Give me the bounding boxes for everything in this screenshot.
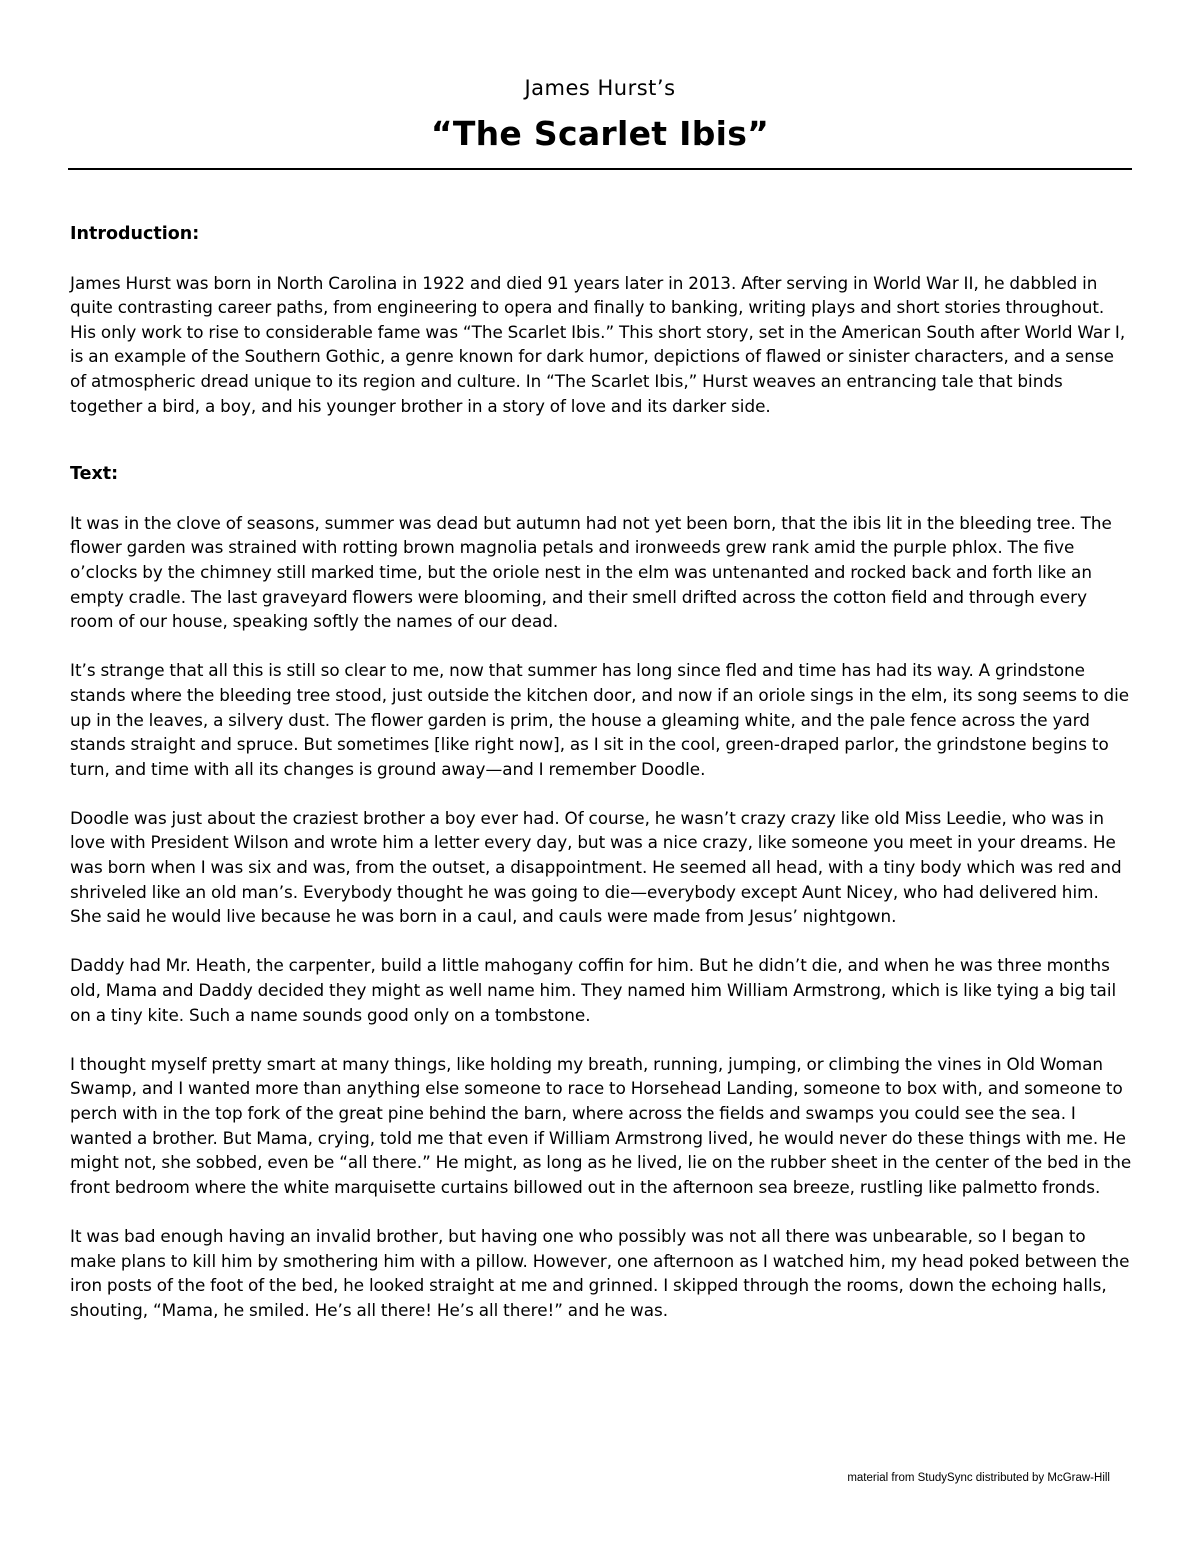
- introduction-section: [70, 222, 1132, 418]
- story-title: “The Scarlet Ibis”: [430, 114, 770, 153]
- text-paragraph-4: Daddy had Mr. Heath, the carpenter, build a little mahogany coffin for him. But he didn’t die, and when he was three months old, Mama and Daddy decided they might as well name him. They named him William Armstrong, which is like tying a big tail on a tiny kite. Such a name sounds good only on a tombstone.: [70, 955, 1117, 1025]
- source-credit: material from StudySync distributed by McGraw-Hill: [847, 1472, 1110, 1484]
- introduction-heading: Introduction:: [70, 224, 200, 244]
- text-section: [70, 462, 1132, 1322]
- text-heading: Text:: [70, 464, 119, 485]
- main-content: [70, 222, 1132, 1347]
- text-paragraph-6: It was bad enough having an invalid brother, but having one who possibly was not all there was unbearable, so I began to make plans to kill him by smothering him with a pillow. However, one afternoon as I watched him, my head poked between the iron posts of the foot of the bed, he looked straight at me and grinned. I skipped through the rooms, down the echoing halls, shouting, “Mama, he smiled. He’s all there! He’s all there!” and he was.: [70, 1225, 1130, 1320]
- text-paragraph-1: It was in the clove of seasons, summer was dead but autumn had not yet been born, that the ibis lit in the bleeding tree. The flower garden was strained with rotting brown magnolia petals and ironweeds grew rank amid the purple phlox. The five o’clocks by the chimney still marked time, but the oriole nest in the elm was untenanted and rocked back and forth like an empty cradle. The last graveyard flowers were blooming, and their smell drifted across the cotton field and through every room of our house, speaking softly the names of our dead.: [70, 512, 1112, 632]
- text-paragraph-3: Doodle was just about the craziest brother a boy ever had. Of course, he wasn’t crazy crazy like old Miss Leedie, who was in love with President Wilson and wrote him a letter every day, but was a nice crazy, like someone you meet in your dreams. He was born when I was six and was, from the outset, a disappointment. He seemed all head, with a tiny body which was red and shriveled like an old man’s. Everybody thought he was going to die—everybody except Aunt Nicey, who had delivered him. She said he would live because he was born in a caul, and cauls were made from Jesus’ nightgown.: [70, 807, 1122, 927]
- text-paragraph-5: I thought myself pretty smart at many things, like holding my breath, running, jumping, or climbing the vines in Old Woman Swamp, and I wanted more than anything else someone to race to Horsehead Landing, someone to box with, and someone to perch with in the top fork of the great pine behind the barn, where across the fields and swamps you could see the sea. I wanted a brother. But Mama, crying, told me that even if William Armstrong lived, he would never do these things with me. He might not, she sobbed, even be “all there.” He might, as long as he lived, lie on the rubber sheet in the center of the bed in the front bedroom where the white marquisette curtains billowed out in the afternoon sea breeze, rustling like palmetto fronds.: [70, 1053, 1132, 1197]
- author-line: James Hurst’s: [524, 76, 676, 100]
- introduction-paragraph: James Hurst was born in North Carolina in 1922 and died 91 years later in 2013. After serving in World War II, he dabbled in quite contrasting career paths, from engineering to opera and finally to banking, writing plays and short stories throughout. His only work to rise to considerable fame was “The Scarlet Ibis.” This short story, set in the American South after World War I, is an example of the Southern Gothic, a genre known for dark humor, depictions of flawed or sinister characters, and a sense of atmospheric dread unique to its region and culture. In “The Scarlet Ibis,” Hurst weaves an entrancing tale that binds together a bird, a boy, and his younger brother in a story of love and its darker side.: [70, 272, 1126, 416]
- title-divider: [68, 168, 1132, 170]
- text-paragraph-2: It’s strange that all this is still so clear to me, now that summer has long since fled and time has had its way. A grindstone stands where the bleeding tree stood, just outside the kitchen door, and now if an oriole sings in the elm, its song seems to die up in the leaves, a silvery dust. The flower garden is prim, the house a gleaming white, and the pale fence across the yard stands straight and spruce. But sometimes [like right now], as I sit in the cool, green-draped parlor, the grindstone begins to turn, and time with all its changes is ground away—and I remember Doodle.: [70, 660, 1130, 779]
